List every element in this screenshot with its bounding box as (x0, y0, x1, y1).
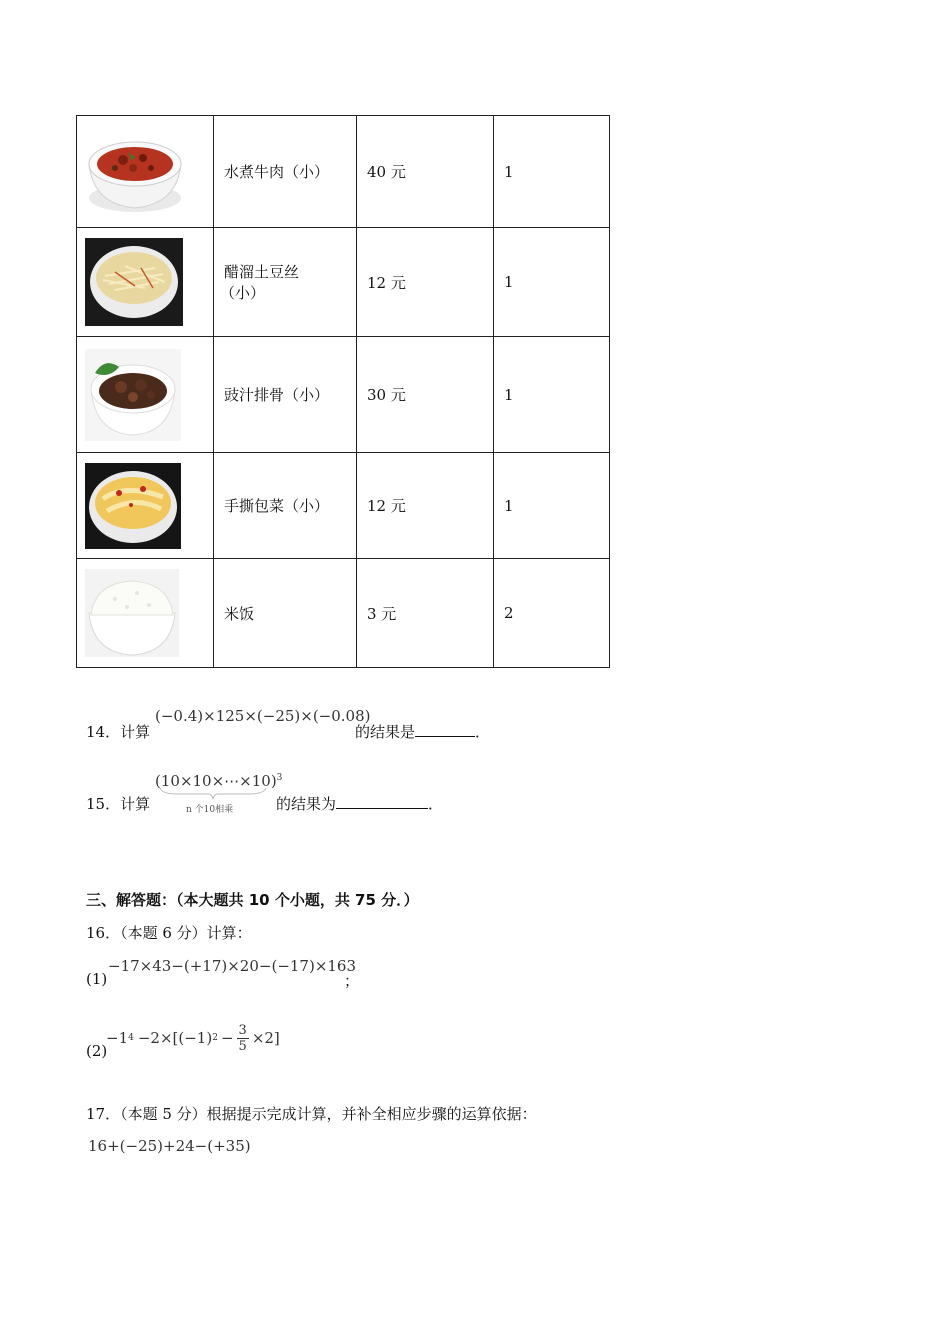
question-number: 15． (86, 795, 121, 813)
q15-tail (276, 793, 443, 814)
question-17-heading: 17．（本题 5 分）根据提示完成计算，并补全相应步骤的运算依据： (86, 1105, 537, 1123)
dish-image-cell (77, 116, 214, 228)
fraction-denominator: 5 (238, 1038, 247, 1054)
answer-blank (415, 722, 475, 737)
dish-name: 米饭 (214, 559, 357, 668)
dish-image-cell (77, 559, 214, 668)
dish-price: 3 元 (357, 559, 494, 668)
exponent: 2 (212, 1033, 218, 1043)
potato-shreds-dish-icon (85, 238, 183, 326)
dish-price: 30 元 (357, 337, 494, 453)
dish-price: 12 元 (357, 228, 494, 337)
rice-bowl-icon (85, 569, 179, 657)
dish-image-cell (77, 337, 214, 453)
question-prefix: 计算 (120, 795, 151, 813)
table-row (77, 453, 610, 559)
dish-name (214, 228, 357, 337)
q16-part1-label: (1) (86, 970, 108, 988)
q15-underbrace-label: n 个10相乘 (186, 805, 234, 815)
table-row (77, 116, 610, 228)
dish-qty: 1 (494, 453, 610, 559)
underbrace-icon (158, 786, 268, 800)
q14-suffix: 的结果是 (355, 723, 416, 741)
question-14 (86, 721, 150, 742)
section-heading: 三、解答题：（本大题共 10 个小题，共 75 分．） (86, 891, 419, 909)
q16-part1-end: ； (344, 972, 360, 990)
q16-part2-expression (106, 1016, 280, 1060)
question-number: 14． (86, 723, 121, 741)
spare-ribs-dish-icon (85, 349, 181, 441)
q17-expression: 16+(−25)+24−(+35) (88, 1137, 251, 1155)
boiled-beef-dish-icon (85, 128, 185, 216)
menu-table (76, 115, 610, 668)
expr-part: −1 (106, 1029, 129, 1047)
fraction-numerator: 3 (238, 1022, 247, 1038)
cabbage-dish-icon (85, 463, 181, 549)
dish-image-cell (77, 453, 214, 559)
dish-name: 水煮牛肉（小） (214, 116, 357, 228)
q16-part2-label: (2) (86, 1042, 108, 1060)
dish-name: 手撕包菜（小） (214, 453, 357, 559)
q15-product: (10×10×⋯×10) (155, 772, 277, 790)
expr-part: −2×[(−1) (137, 1029, 213, 1047)
answer-blank (336, 794, 428, 809)
dish-price: 40 元 (357, 116, 494, 228)
dish-name-line: （小） (220, 284, 266, 302)
q14-end: ． (475, 723, 491, 741)
dish-qty: 1 (494, 116, 610, 228)
dish-qty: 1 (494, 337, 610, 453)
table-row (77, 228, 610, 337)
exponent: 4 (128, 1033, 134, 1043)
table-row (77, 337, 610, 453)
expr-part: − (220, 1029, 234, 1047)
question-prefix: 计算 (120, 723, 151, 741)
dish-qty: 2 (494, 559, 610, 668)
fraction (237, 1023, 249, 1054)
dish-name: 豉汁排骨（小） (214, 337, 357, 453)
dish-qty: 1 (494, 228, 610, 337)
question-15 (86, 793, 150, 814)
question-16-heading: 16．（本题 6 分）计算： (86, 924, 252, 942)
dish-name-line: 醋溜土豆丝 (224, 263, 300, 281)
q15-end: ． (428, 795, 444, 813)
expr-part: ×2] (251, 1029, 280, 1047)
q15-exponent: 3 (276, 773, 283, 783)
q15-suffix: 的结果为 (276, 795, 337, 813)
q14-tail (355, 721, 490, 742)
dish-price: 12 元 (357, 453, 494, 559)
q14-expression: (−0.4)×125×(−25)×(−0.08) (155, 707, 371, 725)
dish-image-cell (77, 228, 214, 337)
q16-part1-expression: −17×43−(+17)×20−(−17)×163 (108, 957, 357, 975)
table-row (77, 559, 610, 668)
